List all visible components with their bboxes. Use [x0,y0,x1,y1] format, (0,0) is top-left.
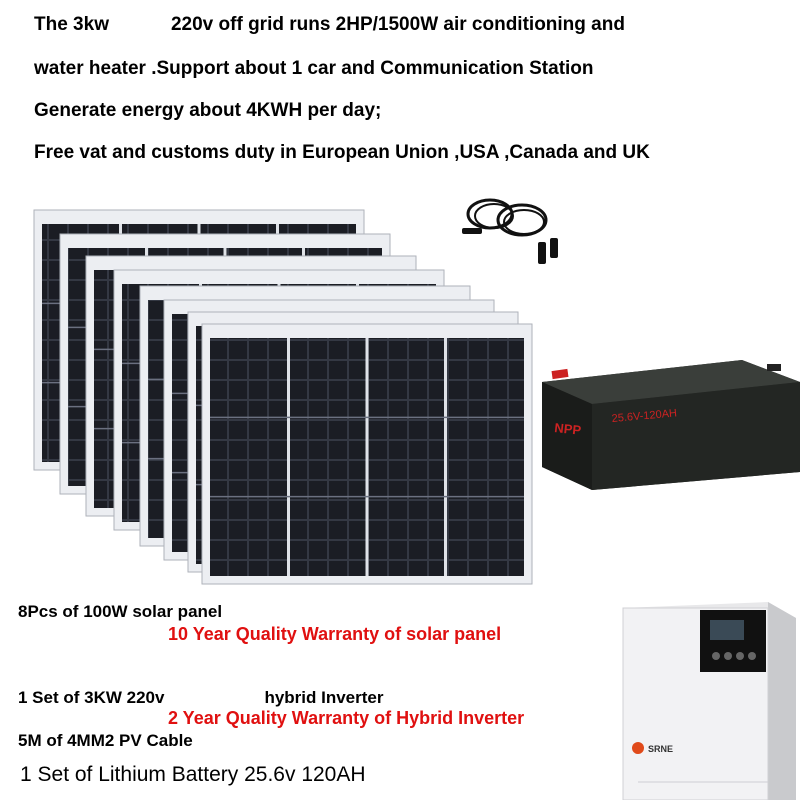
hybrid-inverter-image [618,600,798,800]
item-inverter [18,688,384,708]
headline-line-3: Generate energy about 4KWH per day; [34,100,382,121]
inverter-warranty: 2 Year Quality Warranty of Hybrid Inverter [168,708,525,728]
solar-panel [202,324,532,584]
inverter-brand-label: SRNE [648,744,674,754]
headline-line-1 [34,14,625,36]
item-pv-cable: 5M of 4MM2 PV Cable [18,731,193,750]
item-lithium-battery: 1 Set of Lithium Battery 25.6v 120AH [20,763,366,786]
headline-system-size: The 3kw [34,14,109,35]
item-inverter-type: hybrid Inverter [264,688,384,707]
battery-image [532,352,800,492]
pv-cable-image [460,192,570,272]
battery-model-label: 25.6V-120AH [611,407,678,425]
item-solar-panels: 8Pcs of 100W solar panel [18,602,223,621]
headline-load-description: 220v off grid runs 2HP/1500W air conditioning and [170,14,625,35]
battery-brand-label: NPP [553,420,582,438]
headline-line-2: water heater .Support about 1 car and Communication Station [34,58,594,79]
headline-line-4: Free vat and customs duty in European Union ,USA ,Canada and UK [34,142,650,163]
item-inverter-power: 1 Set of 3KW 220v [18,688,165,707]
solar-panel-warranty: 10 Year Quality Warranty of solar panel [168,624,502,644]
